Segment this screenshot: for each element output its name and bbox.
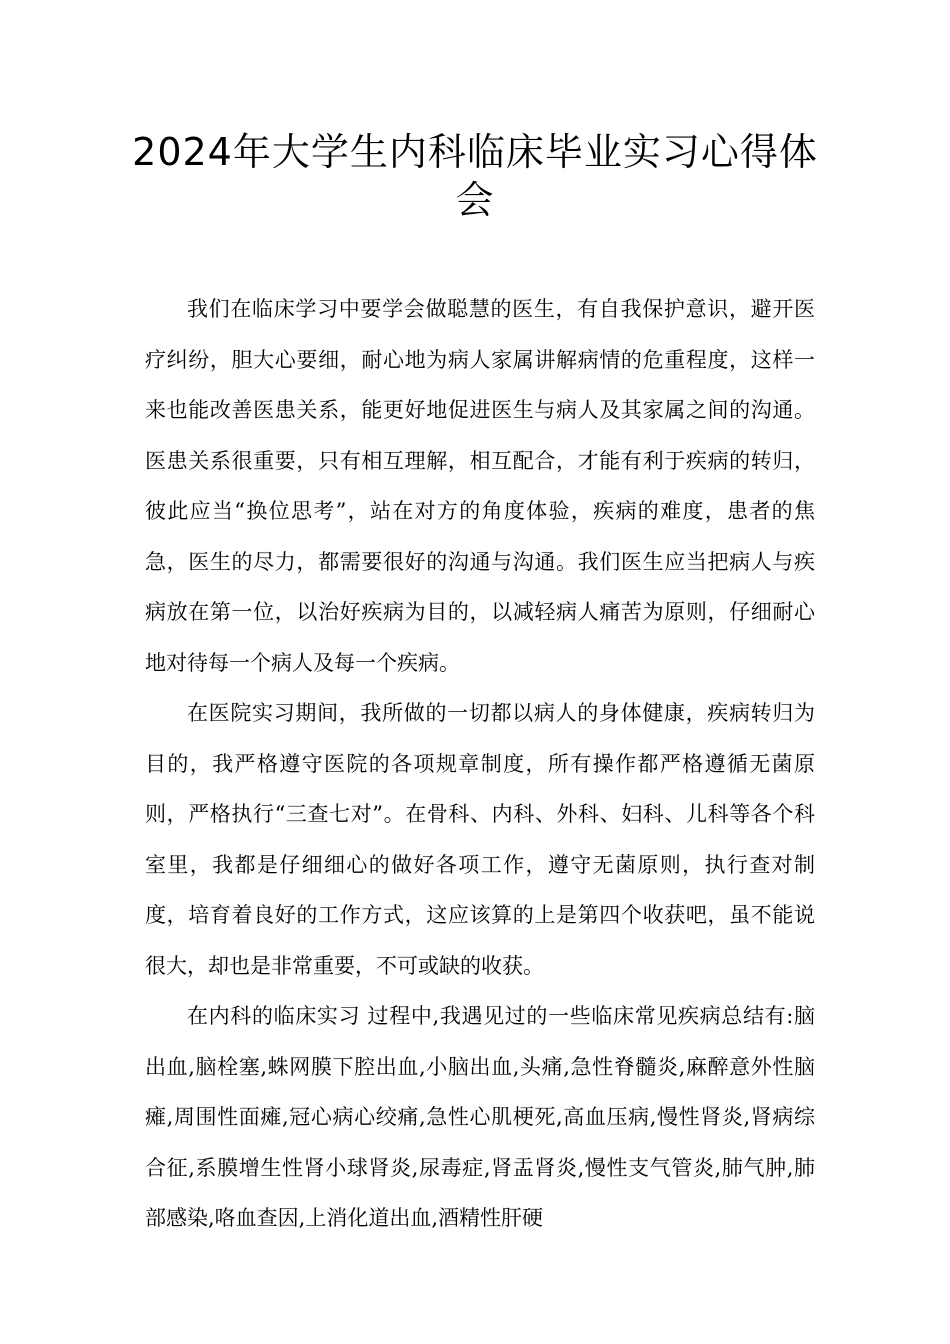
document-body xyxy=(145,284,815,1244)
paragraph-3: 在内科的临床实习 过程中,我遇见过的一些临床常见疾病总结有:脑出血,脑栓塞,蛛网膜下腔出血,小脑出血,头痛,急性脊髓炎,麻醉意外性脑瘫,周围性面瘫,冠心病心绞痛,急性心肌梗死,高血压病,慢性肾炎,肾病综合征,系膜增生性肾小球肾炎,尿毒症,肾盂肾炎,慢性支气管炎,肺气肿,肺部感染,咯血查因,上消化道出血,酒精性肝硬 xyxy=(145,1004,815,1230)
document-title: 2024年大学生内科临床毕业实习心得体会 xyxy=(132,130,818,222)
paragraph-1: 我们在临床学习中要学会做聪慧的医生，有自我保护意识，避开医疗纠纷，胆大心要细，耐心地为病人家属讲解病情的危重程度，这样一来也能改善医患关系，能更好地促进医生与病人及其家属之间的沟通。医患关系很重要，只有相互理解，相互配合，才能有利于疾病的转归，彼此应当“换位思考”，站在对方的角度体验，疾病的难度，患者的焦急，医生的尽力，都需要很好的沟通与沟通。我们医生应当把病人与疾病放在第一位，以治好疾病为目的，以减轻病人痛苦为原则，仔细耐心地对待每一个病人及每一个疾病。 xyxy=(145,297,815,675)
paragraph-2: 在医院实习期间，我所做的一切都以病人的身体健康，疾病转归为目的，我严格遵守医院的各项规章制度，所有操作都严格遵循无菌原则，严格执行“三查七对”。在骨科、内科、外科、妇科、儿科等各个科室里，我都是仔细细心的做好各项工作，遵守无菌原则，执行查对制度，培育着良好的工作方式，这应该算的上是第四个收获吧，虽不能说很大，却也是非常重要，不可或缺的收获。 xyxy=(145,701,815,978)
